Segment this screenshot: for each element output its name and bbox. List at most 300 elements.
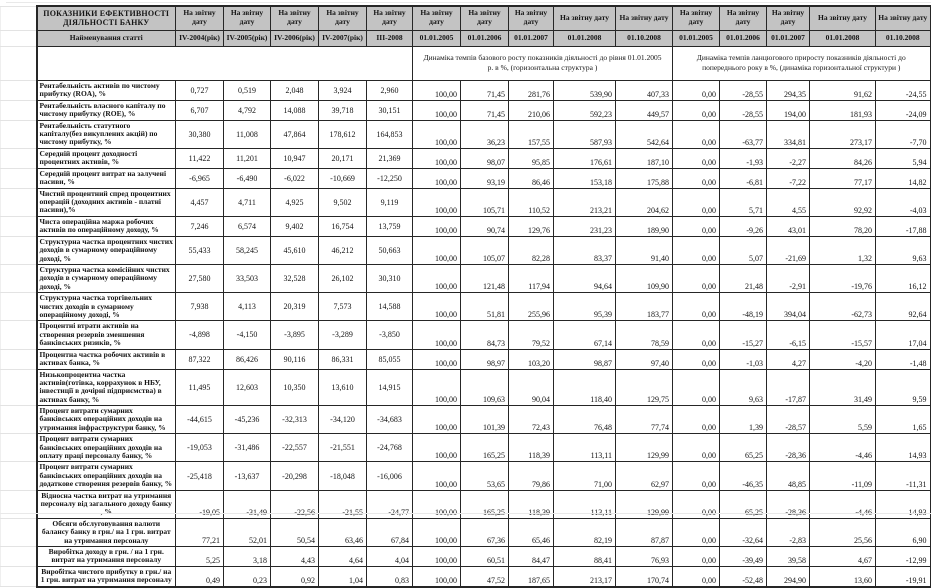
base-growth-value: 100,00 — [413, 321, 461, 349]
table-row — [1, 434, 931, 462]
col-header-report-date: На звітну дату — [509, 6, 554, 30]
period-value: 63,46 — [319, 518, 367, 546]
chain-growth-value: 1,39 — [720, 406, 767, 434]
chain-growth-value: -1,03 — [720, 349, 767, 369]
base-growth-value: 170,74 — [616, 566, 673, 586]
period-value: 3,18 — [224, 546, 271, 566]
base-growth-value: 153,18 — [554, 168, 616, 188]
chain-growth-value: 0,00 — [673, 518, 720, 546]
chain-growth-value: -2,27 — [767, 148, 810, 168]
period-value: -3,850 — [367, 321, 413, 349]
period-value: 16,754 — [319, 216, 367, 236]
gutter-cell — [1, 434, 37, 462]
base-growth-value: 84,73 — [461, 321, 509, 349]
base-growth-value: 100,00 — [413, 100, 461, 120]
col-header-chain-date: 01.10.2008 — [876, 30, 931, 46]
base-growth-value: 91,40 — [616, 236, 673, 264]
period-value: 21,369 — [367, 148, 413, 168]
period-value: 14,915 — [367, 369, 413, 406]
row-name: Процент витрати сумарних банківських операційних доходів на додаткове створення резервів банку, % — [37, 462, 176, 490]
period-value: -20,298 — [271, 462, 319, 490]
base-growth-value: 129,99 — [616, 434, 673, 462]
period-value: 5,25 — [176, 546, 224, 566]
base-growth-value: 109,63 — [461, 369, 509, 406]
base-growth-value: 100,00 — [413, 168, 461, 188]
period-value: -32,313 — [271, 406, 319, 434]
chain-growth-value: 0,00 — [673, 80, 720, 100]
chain-growth-value: 14,93 — [876, 490, 931, 518]
base-growth-value: 165,25 — [461, 434, 509, 462]
chain-growth-value: -9,26 — [720, 216, 767, 236]
period-value: 32,528 — [271, 265, 319, 293]
base-growth-value: 100,00 — [413, 80, 461, 100]
chain-growth-value: 0,00 — [673, 168, 720, 188]
chain-growth-value: 13,60 — [810, 566, 876, 586]
chain-growth-value: -6,15 — [767, 321, 810, 349]
row-name: Рентабельність активів по чистому прибутку (ROA), % — [37, 80, 176, 100]
base-growth-value: 65,46 — [509, 518, 554, 546]
base-growth-value: 82,19 — [554, 518, 616, 546]
chain-growth-value: 1,65 — [876, 406, 931, 434]
period-value: 164,853 — [367, 120, 413, 148]
table-row — [1, 168, 931, 188]
period-value: -4,898 — [176, 321, 224, 349]
base-growth-value: 71,45 — [461, 80, 509, 100]
row-name: Середній процент доходності процентних активів, % — [37, 148, 176, 168]
row-name: Обсяги обслуговування валюти балансу банку в грн./ на 1 грн. витрат на утримання персоналу — [37, 518, 176, 546]
base-growth-value: 121,48 — [461, 265, 509, 293]
chain-growth-value: 65,25 — [720, 490, 767, 518]
base-growth-value: 84,47 — [509, 546, 554, 566]
col-header-period: III-2008 — [367, 30, 413, 46]
chain-growth-value: -39,49 — [720, 546, 767, 566]
gutter-cell — [1, 168, 37, 188]
chain-growth-value: 194,00 — [767, 100, 810, 120]
gutter-cell — [1, 265, 37, 293]
chain-growth-value: -6,81 — [720, 168, 767, 188]
period-value: -22,557 — [271, 434, 319, 462]
period-value: 13,759 — [367, 216, 413, 236]
base-growth-value: 100,00 — [413, 566, 461, 586]
table-row — [1, 490, 931, 518]
period-value: 4,64 — [319, 546, 367, 566]
gutter-cell — [1, 406, 37, 434]
gutter-cell — [1, 369, 37, 406]
base-growth-value: 95,39 — [554, 293, 616, 321]
table-row — [1, 546, 931, 566]
base-growth-value: 157,55 — [509, 120, 554, 148]
header-row-2 — [1, 30, 931, 46]
period-value: -6,965 — [176, 168, 224, 188]
period-value: 20,319 — [271, 293, 319, 321]
base-growth-value: 165,25 — [461, 490, 509, 518]
period-value: 7,938 — [176, 293, 224, 321]
row-name: Процент витрати сумарних банківських операційних доходів на утримання інфраструктури банку, % — [37, 406, 176, 434]
chain-growth-value: 0,00 — [673, 120, 720, 148]
base-growth-value: 100,00 — [413, 490, 461, 518]
gutter-cell — [1, 46, 37, 80]
period-value: 14,588 — [367, 293, 413, 321]
table-row — [1, 293, 931, 321]
base-growth-value: 71,45 — [461, 100, 509, 120]
period-value: 2,960 — [367, 80, 413, 100]
chain-growth-value: -21,69 — [767, 236, 810, 264]
chain-growth-value: 0,00 — [673, 188, 720, 216]
base-growth-value: 101,39 — [461, 406, 509, 434]
period-value: -44,615 — [176, 406, 224, 434]
period-value: -6,490 — [224, 168, 271, 188]
base-growth-value: 82,28 — [509, 236, 554, 264]
gutter-cell — [1, 236, 37, 264]
chain-growth-value: 0,00 — [673, 216, 720, 236]
base-growth-value: 187,10 — [616, 148, 673, 168]
period-value: -16,006 — [367, 462, 413, 490]
period-value: 0,92 — [271, 566, 319, 586]
period-value: 30,151 — [367, 100, 413, 120]
period-value: 6,707 — [176, 100, 224, 120]
base-growth-value: 100,00 — [413, 369, 461, 406]
base-growth-value: 98,07 — [461, 148, 509, 168]
period-value: -19,053 — [176, 434, 224, 462]
chain-growth-value: 5,07 — [720, 236, 767, 264]
chain-growth-value: -15,27 — [720, 321, 767, 349]
period-value: 45,610 — [271, 236, 319, 264]
base-growth-value: 183,77 — [616, 293, 673, 321]
chain-growth-value: -11,31 — [876, 462, 931, 490]
base-growth-value: 175,88 — [616, 168, 673, 188]
base-growth-value: 100,00 — [413, 462, 461, 490]
period-value: 87,322 — [176, 349, 224, 369]
base-growth-value: 105,71 — [461, 188, 509, 216]
period-value: 11,495 — [176, 369, 224, 406]
chain-growth-caption: Динаміка темпів ланцюгового приросту показників діяльності до попереднього року в %, (динаміка горизонтальної структури ) — [673, 46, 931, 80]
period-value: 178,612 — [319, 120, 367, 148]
period-value: 7,573 — [319, 293, 367, 321]
period-value: -34,683 — [367, 406, 413, 434]
base-growth-value: 60,51 — [461, 546, 509, 566]
period-value: 58,245 — [224, 236, 271, 264]
table-row — [1, 148, 931, 168]
base-growth-value: 255,96 — [509, 293, 554, 321]
col-header-report-date: На звітну дату — [176, 6, 224, 30]
period-value: 39,718 — [319, 100, 367, 120]
table-row — [1, 80, 931, 100]
period-value: -10,669 — [319, 168, 367, 188]
period-value: 0,49 — [176, 566, 224, 586]
chain-growth-value: -2,83 — [767, 518, 810, 546]
period-value: -4,150 — [224, 321, 271, 349]
period-value: -22,56 — [271, 490, 319, 518]
chain-growth-value: -1,48 — [876, 349, 931, 369]
base-growth-value: 77,74 — [616, 406, 673, 434]
period-value: 6,574 — [224, 216, 271, 236]
base-growth-value: 129,76 — [509, 216, 554, 236]
base-growth-value: 187,65 — [509, 566, 554, 586]
base-growth-value: 129,75 — [616, 369, 673, 406]
gutter-cell — [1, 80, 37, 100]
gutter-cell — [1, 462, 37, 490]
chain-growth-value: 0,00 — [673, 148, 720, 168]
gutter-cell — [1, 30, 37, 46]
period-value: -12,250 — [367, 168, 413, 188]
col-header-article-name: Найменування статті — [37, 30, 176, 46]
chain-growth-value: 0,00 — [673, 566, 720, 586]
col-header-report-date: На звітну дату — [224, 6, 271, 30]
table-row — [1, 462, 931, 490]
chain-growth-value: 92,92 — [810, 188, 876, 216]
base-growth-value: 98,87 — [554, 349, 616, 369]
base-growth-value: 100,00 — [413, 216, 461, 236]
chain-growth-value: -4,03 — [876, 188, 931, 216]
chain-growth-value: 4,67 — [810, 546, 876, 566]
base-growth-value: 113,11 — [554, 434, 616, 462]
period-value: 0,727 — [176, 80, 224, 100]
period-value: 4,43 — [271, 546, 319, 566]
base-growth-value: 90,74 — [461, 216, 509, 236]
chain-growth-value: -19,91 — [876, 566, 931, 586]
header-row-1 — [1, 6, 931, 30]
period-value: 9,402 — [271, 216, 319, 236]
base-growth-value: 87,87 — [616, 518, 673, 546]
base-growth-value: 210,06 — [509, 100, 554, 120]
period-value: -21,551 — [319, 434, 367, 462]
chain-growth-value: 14,93 — [876, 434, 931, 462]
table-title: ПОКАЗНИКИ ЕФЕКТИВНОСТІ ДІЯЛЬНОСТІ БАНКУ — [37, 6, 176, 30]
chain-growth-value: 0,00 — [673, 434, 720, 462]
base-growth-value: 100,00 — [413, 434, 461, 462]
chain-growth-value: -11,09 — [810, 462, 876, 490]
period-value: -34,120 — [319, 406, 367, 434]
period-value: -19,05 — [176, 490, 224, 518]
gutter-cell — [1, 148, 37, 168]
chain-growth-value: 5,59 — [810, 406, 876, 434]
chain-growth-value: -2,91 — [767, 265, 810, 293]
row-name: Виробітка доходу в грн. / на 1 грн. витрат на утримання персоналу — [37, 546, 176, 566]
table-row — [1, 518, 931, 546]
bank-efficiency-table — [0, 5, 931, 588]
group-caption-row — [1, 46, 931, 80]
period-value: 86,426 — [224, 349, 271, 369]
base-growth-value: 100,00 — [413, 188, 461, 216]
base-growth-value: 76,93 — [616, 546, 673, 566]
base-growth-value: 94,64 — [554, 265, 616, 293]
col-header-report-date: На звітну дату — [367, 6, 413, 30]
period-value: -31,49 — [224, 490, 271, 518]
base-growth-value: 105,07 — [461, 236, 509, 264]
period-value: 26,102 — [319, 265, 367, 293]
col-header-report-date: На звітну дату — [319, 6, 367, 30]
base-growth-value: 113,11 — [554, 490, 616, 518]
chain-growth-value: -19,76 — [810, 265, 876, 293]
gutter-cell — [1, 120, 37, 148]
col-header-report-date: На звітну дату — [554, 6, 616, 30]
period-value: 55,433 — [176, 236, 224, 264]
gutter-cell — [1, 100, 37, 120]
row-name: Процент витрати сумарних банківських операційних доходів на оплату праці персоналу банку, % — [37, 434, 176, 462]
base-growth-value: 83,37 — [554, 236, 616, 264]
base-growth-value: 78,59 — [616, 321, 673, 349]
base-growth-value: 118,39 — [509, 490, 554, 518]
chain-growth-value: 43,01 — [767, 216, 810, 236]
gutter-cell — [1, 566, 37, 586]
chain-growth-value: 181,93 — [810, 100, 876, 120]
chain-growth-value: -24,09 — [876, 100, 931, 120]
base-growth-value: 231,23 — [554, 216, 616, 236]
col-header-report-date: На звітну дату — [720, 6, 767, 30]
chain-growth-value: 21,48 — [720, 265, 767, 293]
chain-growth-value: 91,62 — [810, 80, 876, 100]
chain-growth-value: -28,55 — [720, 80, 767, 100]
period-value: 3,924 — [319, 80, 367, 100]
row-name: Відносна частка витрат на утримання персоналу від загального доходу банку , % — [37, 490, 176, 518]
base-growth-value: 539,90 — [554, 80, 616, 100]
row-name: Рентабельність статутного капіталу(без викуплених акцій) по чистому прибутку, % — [37, 120, 176, 148]
caption-spacer — [37, 46, 413, 80]
chain-growth-value: -46,35 — [720, 462, 767, 490]
base-growth-value: 76,48 — [554, 406, 616, 434]
chain-growth-value: -28,57 — [767, 406, 810, 434]
period-value: 10,350 — [271, 369, 319, 406]
chain-growth-value: -48,19 — [720, 293, 767, 321]
period-value: -45,236 — [224, 406, 271, 434]
chain-growth-value: 334,81 — [767, 120, 810, 148]
base-growth-value: 71,00 — [554, 462, 616, 490]
table-row — [1, 321, 931, 349]
gutter-cell — [1, 490, 37, 518]
base-growth-value: 176,61 — [554, 148, 616, 168]
period-value: 11,422 — [176, 148, 224, 168]
gutter-cell — [1, 546, 37, 566]
row-name: Чиста операційна маржа робочих активів по операційному доходу, % — [37, 216, 176, 236]
period-value: 13,610 — [319, 369, 367, 406]
row-name: Чистий процентний спред процентних операцій (доходних активів - платні пасиви),% — [37, 188, 176, 216]
row-name: Процентні втрати активів на створення резервів зменшення банківських ризиків, % — [37, 321, 176, 349]
row-name: Рентабельність власного капіталу по чистому прибутку (ROE), % — [37, 100, 176, 120]
chain-growth-value: -7,22 — [767, 168, 810, 188]
gutter-cell — [1, 518, 37, 546]
chain-growth-value: 31,49 — [810, 369, 876, 406]
period-value: 30,310 — [367, 265, 413, 293]
base-growth-value: 53,65 — [461, 462, 509, 490]
period-value: -21,55 — [319, 490, 367, 518]
period-value: 4,04 — [367, 546, 413, 566]
chain-growth-value: -7,70 — [876, 120, 931, 148]
period-value: 4,113 — [224, 293, 271, 321]
col-header-base-date: 01.10.2008 — [616, 30, 673, 46]
chain-growth-value: -32,64 — [720, 518, 767, 546]
period-value: 4,711 — [224, 188, 271, 216]
row-name: Процентна частка робочих активів в активах банка, % — [37, 349, 176, 369]
period-value: 4,457 — [176, 188, 224, 216]
gutter-cell — [1, 6, 37, 30]
table-row — [1, 369, 931, 406]
period-value: 4,792 — [224, 100, 271, 120]
base-growth-value: 449,57 — [616, 100, 673, 120]
period-value: 30,380 — [176, 120, 224, 148]
chain-growth-value: 294,35 — [767, 80, 810, 100]
period-value: 1,04 — [319, 566, 367, 586]
chain-growth-value: -24,55 — [876, 80, 931, 100]
base-growth-value: 98,97 — [461, 349, 509, 369]
gutter-cell — [1, 321, 37, 349]
row-name: Структурна частка процентних чистих доходів в сумарному операційному доході, % — [37, 236, 176, 264]
chain-growth-value: 6,90 — [876, 518, 931, 546]
row-name: Низькопроцентна частка активів(готівка, коррахунок в НБУ, інвестиції в дочірні підприємства) в активах банку, % — [37, 369, 176, 406]
chain-growth-value: 16,12 — [876, 265, 931, 293]
chain-growth-value: 77,17 — [810, 168, 876, 188]
col-header-period: IV-2004(рік) — [176, 30, 224, 46]
period-value: -13,637 — [224, 462, 271, 490]
chain-growth-value: 0,00 — [673, 546, 720, 566]
base-growth-value: 204,62 — [616, 188, 673, 216]
chain-growth-value: 0,00 — [673, 490, 720, 518]
gutter-cell — [1, 349, 37, 369]
period-value: 11,201 — [224, 148, 271, 168]
base-growth-value: 100,00 — [413, 518, 461, 546]
chain-growth-value: 0,00 — [673, 406, 720, 434]
base-growth-value: 51,81 — [461, 293, 509, 321]
period-value: 11,008 — [224, 120, 271, 148]
period-value: -18,048 — [319, 462, 367, 490]
gutter-cell — [1, 216, 37, 236]
base-growth-value: 100,00 — [413, 406, 461, 434]
row-name: Середній процент витрат на залучені пасиви, % — [37, 168, 176, 188]
period-value: 86,331 — [319, 349, 367, 369]
chain-growth-value: -28,36 — [767, 434, 810, 462]
table-row — [1, 265, 931, 293]
period-value: 46,212 — [319, 236, 367, 264]
col-header-report-date: На звітну дату — [616, 6, 673, 30]
col-header-report-date: На звітну дату — [673, 6, 720, 30]
col-header-chain-date: 01.01.2005 — [673, 30, 720, 46]
col-header-report-date: На звітну дату — [461, 6, 509, 30]
chain-growth-value: -17,88 — [876, 216, 931, 236]
chain-growth-value: 9,63 — [876, 236, 931, 264]
base-growth-value: 62,97 — [616, 462, 673, 490]
period-value: 67,84 — [367, 518, 413, 546]
base-growth-value: 72,43 — [509, 406, 554, 434]
chain-growth-value: 0,00 — [673, 236, 720, 264]
chain-growth-value: 92,64 — [876, 293, 931, 321]
base-growth-value: 100,00 — [413, 349, 461, 369]
chain-growth-value: -12,99 — [876, 546, 931, 566]
period-value: 9,119 — [367, 188, 413, 216]
table-row — [1, 349, 931, 369]
chain-growth-value: -17,87 — [767, 369, 810, 406]
col-header-report-date: На звітну дату — [271, 6, 319, 30]
period-value: -25,418 — [176, 462, 224, 490]
chain-growth-value: 0,00 — [673, 265, 720, 293]
chain-growth-value: 39,58 — [767, 546, 810, 566]
base-growth-value: 117,94 — [509, 265, 554, 293]
base-growth-value: 213,17 — [554, 566, 616, 586]
chain-growth-value: -28,36 — [767, 490, 810, 518]
chain-growth-value: 0,00 — [673, 293, 720, 321]
period-value: 27,580 — [176, 265, 224, 293]
chain-growth-value: -4,20 — [810, 349, 876, 369]
period-value: 9,502 — [319, 188, 367, 216]
col-header-report-date: На звітну дату — [876, 6, 931, 30]
col-header-base-date: 01.01.2008 — [554, 30, 616, 46]
col-header-base-date: 01.01.2006 — [461, 30, 509, 46]
base-growth-value: 100,00 — [413, 120, 461, 148]
chain-growth-value: 0,00 — [673, 349, 720, 369]
period-value: -6,022 — [271, 168, 319, 188]
col-header-period: IV-2006(рік) — [271, 30, 319, 46]
base-growth-value: 86,46 — [509, 168, 554, 188]
chain-growth-value: -1,93 — [720, 148, 767, 168]
table-row — [1, 188, 931, 216]
